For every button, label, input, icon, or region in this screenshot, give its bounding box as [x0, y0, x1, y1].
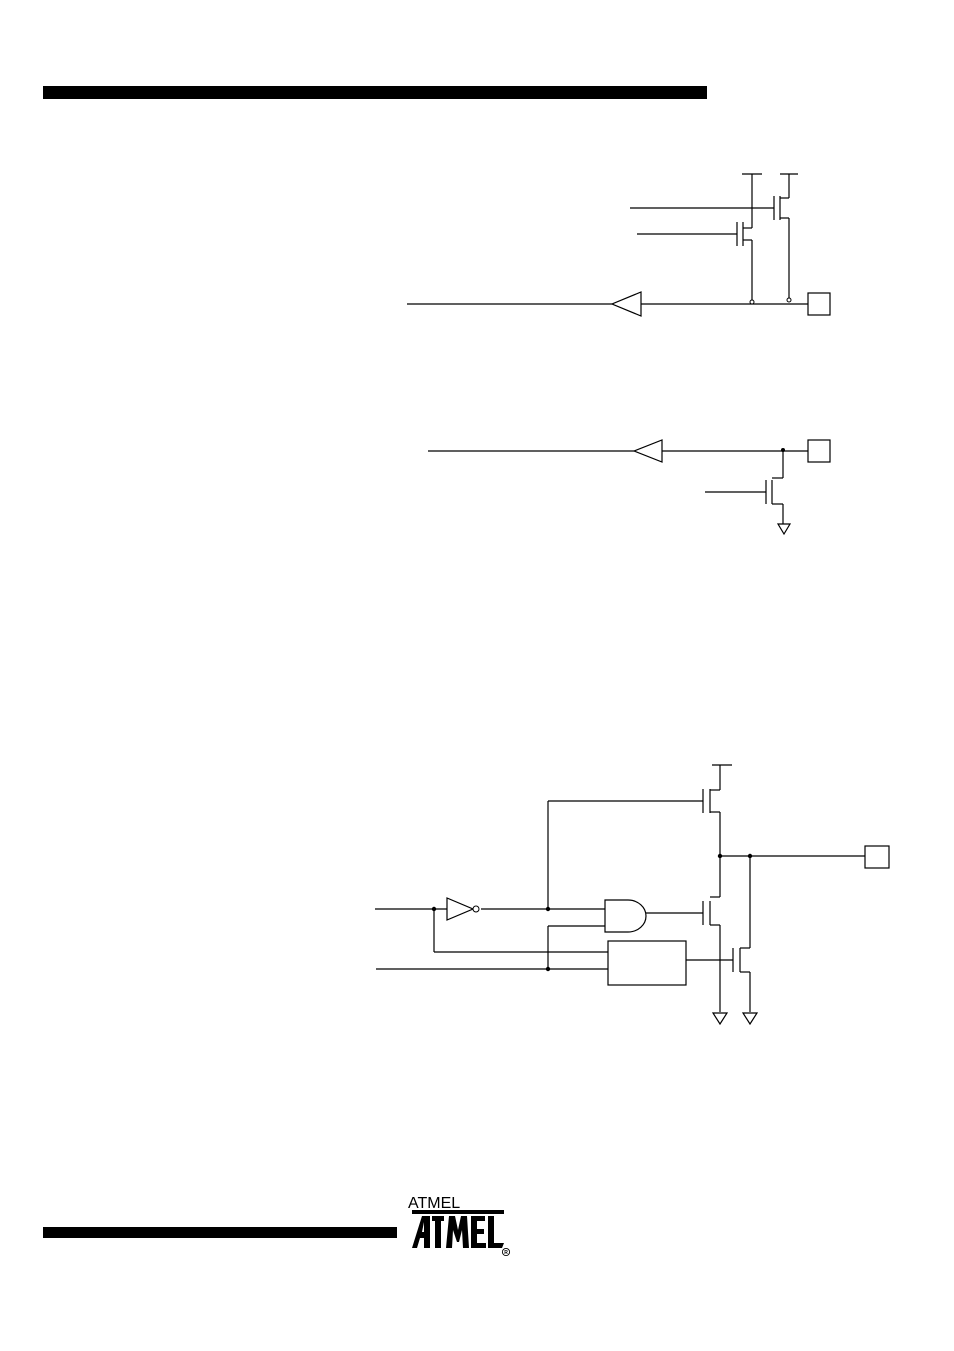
logic-block [608, 941, 686, 985]
pmos-driver [548, 789, 720, 909]
node-dot [546, 967, 550, 971]
inverter-gate [447, 898, 479, 920]
logo-text: ATMEL [408, 1195, 461, 1212]
node-dot [718, 854, 722, 858]
atmel-logo [408, 1195, 512, 1258]
footer-rule [43, 1227, 397, 1238]
ground-icon [713, 1013, 727, 1024]
ground-icon [743, 1013, 757, 1024]
and-gate [605, 900, 646, 932]
input-lines [375, 909, 608, 969]
node-dot [546, 907, 550, 911]
node-dot [432, 907, 436, 911]
svg-text:R: R [504, 1250, 508, 1256]
vcc-rail-3 [712, 765, 732, 790]
nmos-weak [686, 856, 757, 1024]
pin-pad-3 [865, 846, 889, 868]
